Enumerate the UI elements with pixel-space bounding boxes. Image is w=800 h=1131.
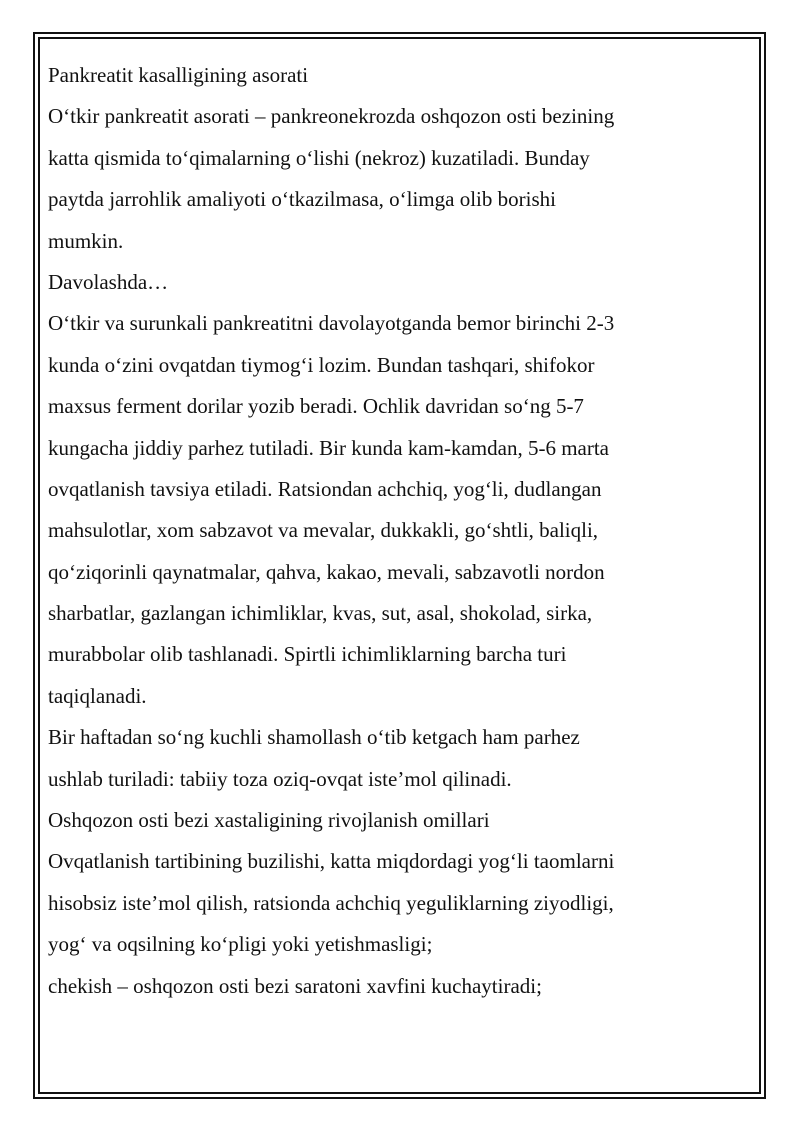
text-line: maxsus ferment dorilar yozib beradi. Ochlik davridan so‘ng 5-7 — [48, 394, 584, 419]
text-line: kungacha jiddiy parhez tutiladi. Bir kunda kam-kamdan, 5-6 marta — [48, 435, 609, 460]
text-line: katta qismida to‘qimalarning o‘lishi (nekroz) kuzatiladi. Bunday — [48, 145, 590, 170]
text-line: O‘tkir va surunkali pankreatitni davolayotganda bemor birinchi 2-3 — [48, 311, 615, 336]
text-line: kunda o‘zini ovqatdan tiymog‘i lozim. Bundan tashqari, shifokor — [48, 352, 595, 377]
text-line: hisobsiz iste’mol qilish, ratsionda achchiq yeguliklarning ziyodligi, — [48, 890, 614, 915]
text-line: paytda jarrohlik amaliyoti o‘tkazilmasa, o‘limga olib borishi — [48, 187, 556, 212]
text-line: chekish – oshqozon osti bezi saratoni xavfini kuchaytiradi; — [48, 973, 542, 998]
text-line: sharbatlar, gazlangan ichimliklar, kvas, sut, asal, shokolad, sirka, — [48, 601, 593, 626]
text-line: mumkin. — [48, 228, 124, 253]
text-line: mahsulotlar, xom sabzavot va mevalar, dukkakli, go‘shtli, baliqli, — [48, 518, 599, 543]
text-line: ushlab turiladi: tabiiy toza oziq-ovqat iste’mol qilinadi. — [48, 766, 512, 791]
text-line: ovqatlanish tavsiya etiladi. Ratsiondan achchiq, yog‘li, dudlangan — [48, 476, 602, 501]
text-line: qo‘ziqorinli qaynatmalar, qahva, kakao, mevali, sabzavotli nordon — [48, 559, 605, 584]
document-body — [48, 55, 748, 1007]
heading-complications: Pankreatit kasalligining asorati — [48, 63, 309, 87]
text-line: yog‘ va oqsilning ko‘pligi yoki yetishmasligi; — [48, 932, 433, 957]
text-line: Bir haftadan so‘ng kuchli shamollash o‘tib ketgach ham parhez — [48, 725, 580, 750]
text-line: murabbolar olib tashlanadi. Spirtli ichimliklarning barcha turi — [48, 642, 567, 667]
text-line: Ovqatlanish tartibining buzilishi, katta miqdordagi yog‘li taomlarni — [48, 849, 615, 874]
heading-risk-factors: Oshqozon osti bezi xastaligining rivojlanish omillari — [48, 808, 490, 833]
text-line: taqiqlanadi. — [48, 683, 147, 708]
text-line: O‘tkir pankreatit asorati – pankreonekrozda oshqozon osti bezining — [48, 104, 615, 129]
heading-treatment: Davolashda… — [48, 269, 169, 294]
